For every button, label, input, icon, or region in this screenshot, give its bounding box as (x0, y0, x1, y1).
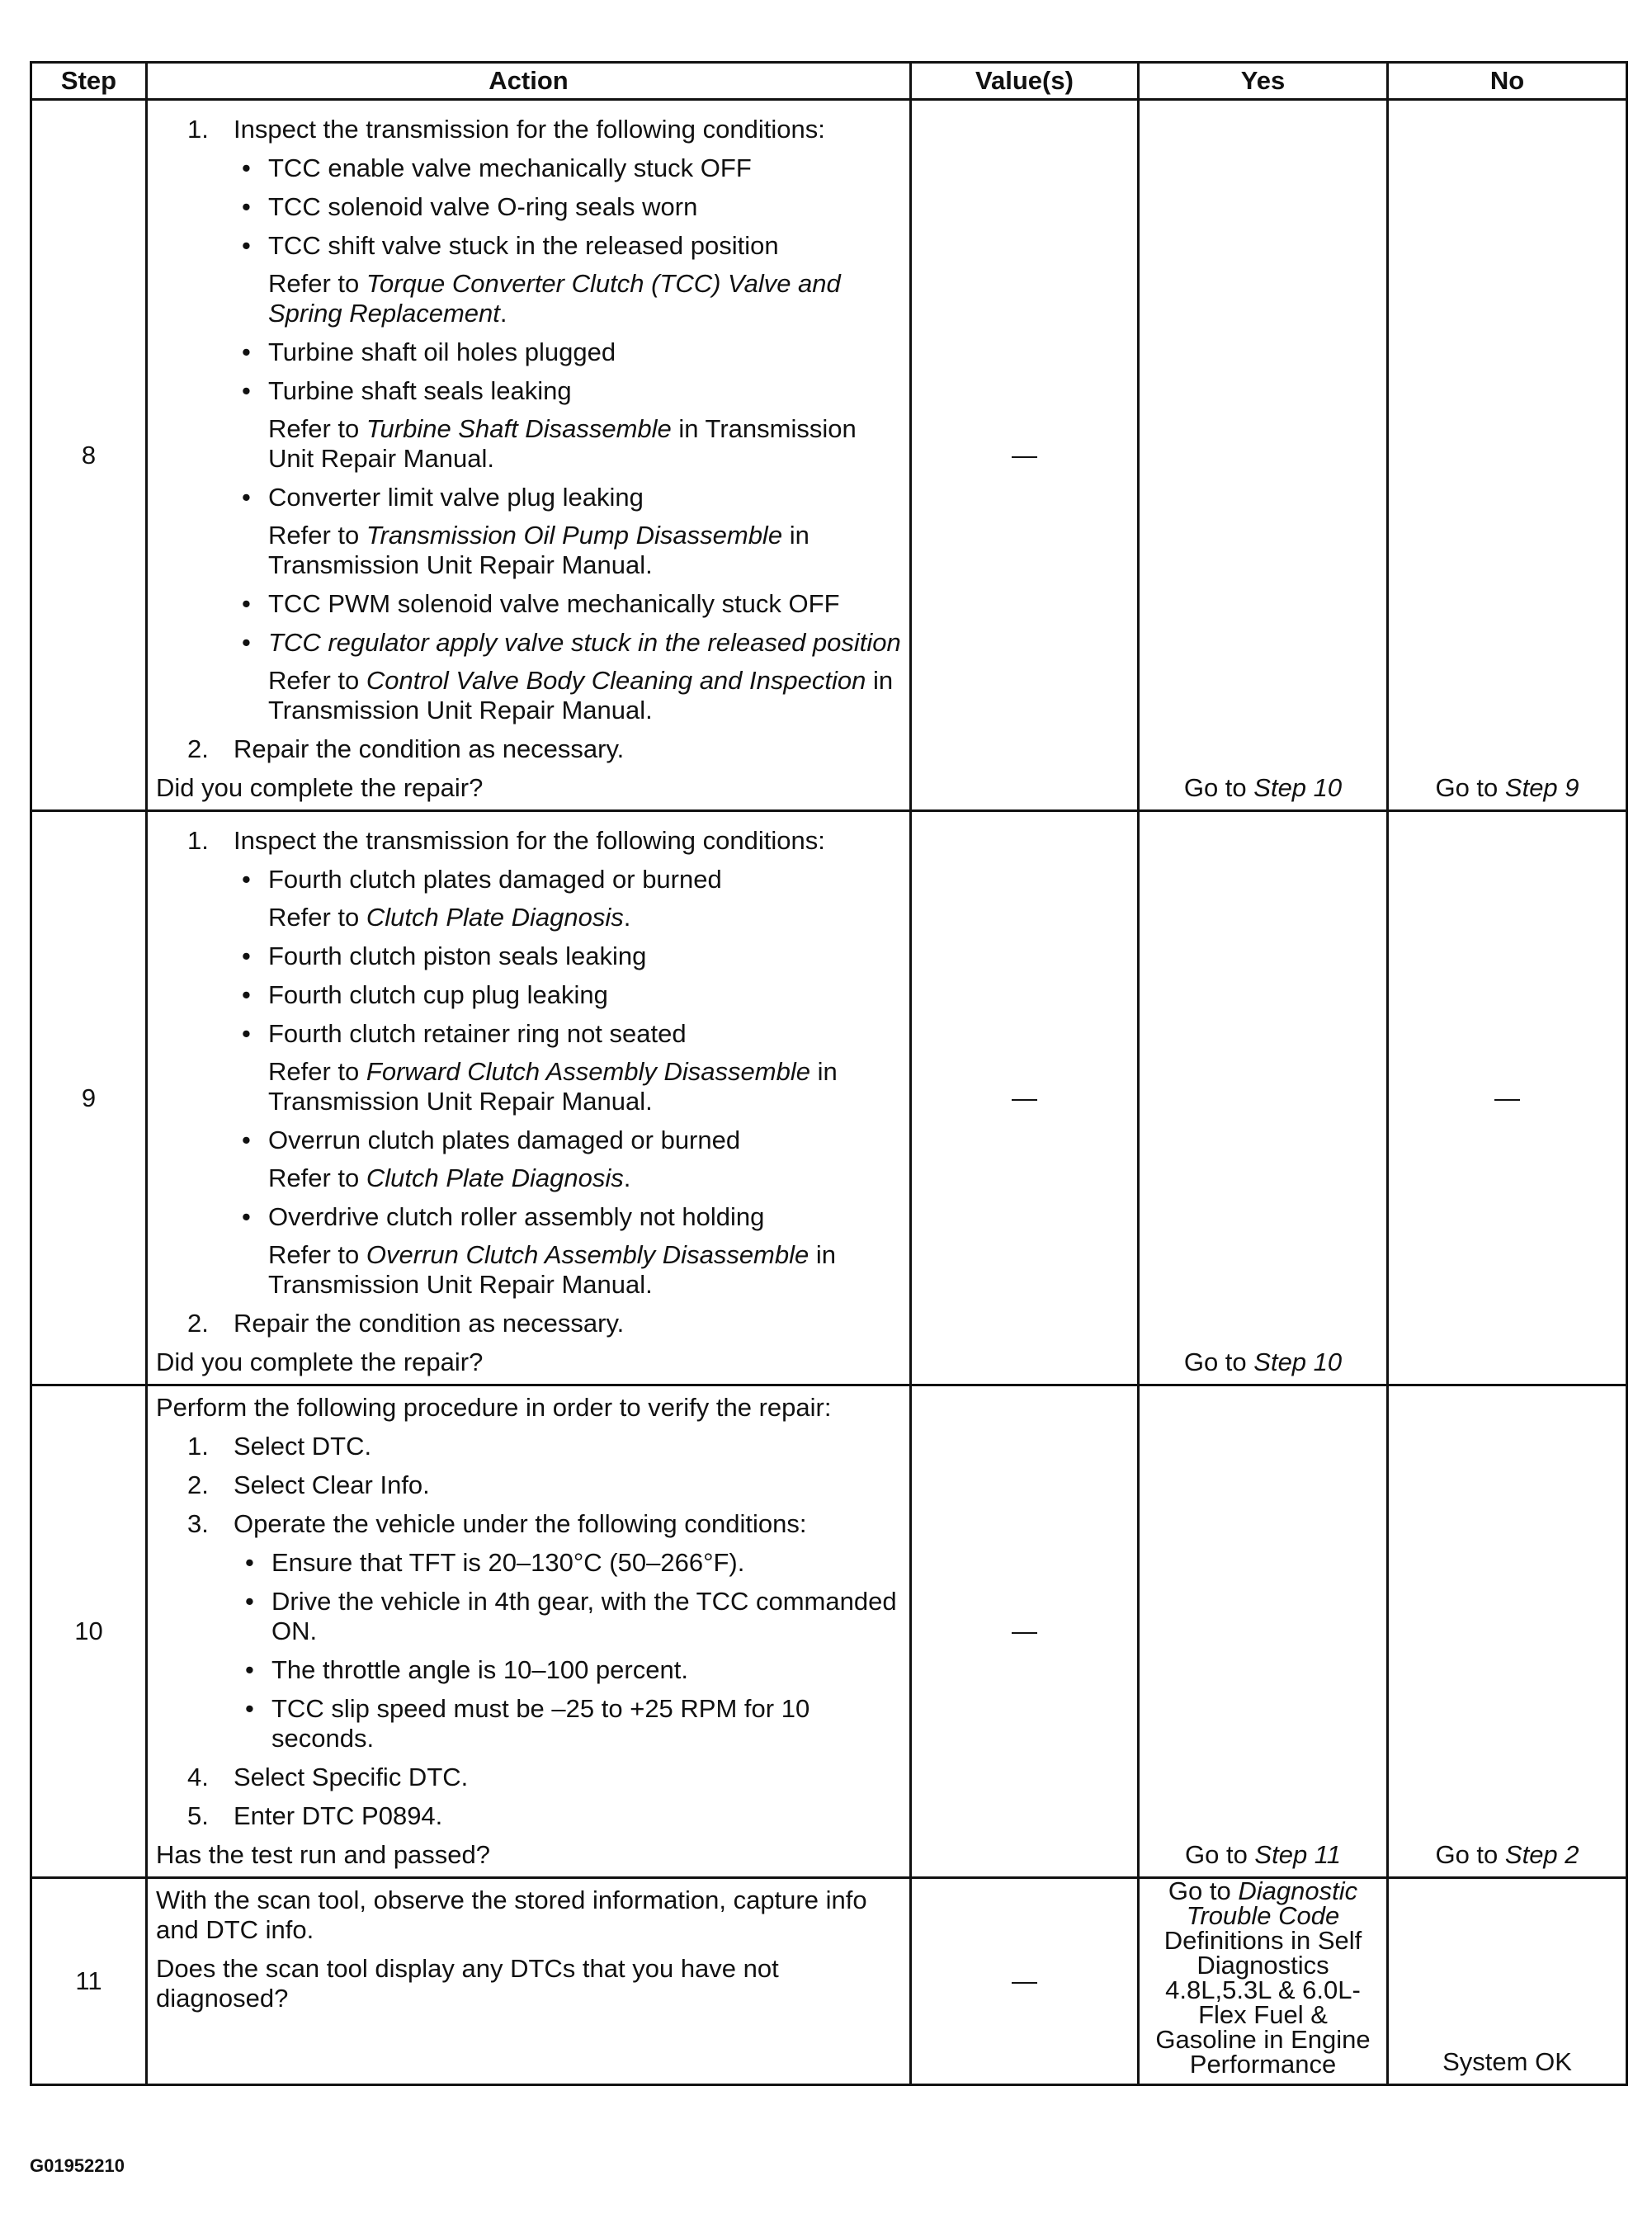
reference-suffix: in Transmission Unit Repair Manual. (268, 521, 809, 579)
value-cell: — (911, 1878, 1139, 2085)
action-cell (147, 811, 911, 1385)
bullet-item (156, 1587, 903, 1646)
yes-cell (1139, 1878, 1388, 2085)
step-number: 1. (187, 826, 209, 855)
bullet-item (156, 865, 903, 894)
no-cell (1388, 100, 1627, 811)
header-yes: Yes (1139, 63, 1388, 100)
step-text: Operate the vehicle under the following conditions: (234, 1509, 807, 1538)
bullet-icon: • (242, 980, 251, 1009)
diagnostic-table-container (30, 61, 1626, 2086)
bullet-icon: • (242, 1202, 251, 1231)
step-number: 3. (187, 1509, 209, 1538)
no-cell: — (1388, 811, 1627, 1385)
bullet-item (156, 980, 903, 1010)
reference-suffix: in Transmission Unit Repair Manual. (268, 1057, 838, 1116)
no-cell (1388, 1385, 1627, 1878)
step-text: Enter DTC P0894. (234, 1801, 443, 1830)
reference-title: Turbine Shaft Disassemble (366, 414, 672, 443)
step-text: Select DTC. (234, 1432, 372, 1461)
bullet-text: Converter limit valve plug leaking (268, 483, 644, 512)
reference-title: Torque Converter Clutch (TCC) Valve and Spring Replacement (268, 269, 841, 328)
step-number: 1. (187, 115, 209, 144)
reference-note (156, 414, 903, 474)
step-number: 2. (187, 734, 209, 763)
yes-prefix: Go to (1183, 773, 1254, 802)
bullet-item (156, 628, 903, 658)
header-values: Value(s) (911, 63, 1139, 100)
reference-title: Control Valve Body Cleaning and Inspection (366, 666, 866, 695)
bullet-icon: • (245, 1655, 254, 1684)
table-row (31, 1385, 1627, 1878)
action-intro: Perform the following procedure in order to verify the repair: (156, 1393, 832, 1422)
bullet-text: TCC regulator apply valve stuck in the released position (268, 628, 901, 657)
table-row (31, 811, 1627, 1385)
reference-prefix: Refer to (268, 414, 366, 443)
bullet-icon: • (245, 1694, 254, 1723)
numbered-step (156, 734, 903, 764)
numbered-step (156, 1309, 903, 1338)
step-cell: 11 (31, 1878, 147, 2085)
value-cell: — (911, 811, 1139, 1385)
bullet-item (156, 1202, 903, 1232)
reference-title: Clutch Plate Diagnosis (366, 903, 624, 932)
no-target: Step 2 (1504, 1840, 1579, 1869)
value-cell: — (911, 1385, 1139, 1878)
bullet-item (156, 942, 903, 971)
step-text: Inspect the transmission for the following conditions: (234, 115, 825, 144)
no-prefix: Go to (1435, 773, 1505, 802)
bullet-icon: • (242, 153, 251, 182)
step-text: Select Clear Info. (234, 1470, 430, 1499)
bullet-icon: • (242, 231, 251, 260)
reference-suffix: . (499, 299, 507, 328)
reference-note (156, 1163, 903, 1193)
table-row (31, 1878, 1627, 2085)
numbered-step (156, 1432, 903, 1461)
step-text: Repair the condition as necessary. (234, 1309, 625, 1338)
step-cell: 10 (31, 1385, 147, 1878)
reference-suffix: . (623, 1163, 631, 1192)
header-action: Action (147, 63, 911, 100)
reference-prefix: Refer to (268, 903, 366, 932)
numbered-step (156, 1763, 903, 1792)
value-cell: — (911, 100, 1139, 811)
bullet-icon: • (245, 1587, 254, 1616)
step-text: Inspect the transmission for the following conditions: (234, 826, 825, 855)
yes-prefix: Go to (1168, 1876, 1239, 1905)
action-cell (147, 1878, 911, 2085)
reference-note (156, 521, 903, 580)
reference-title: Transmission Oil Pump Disassemble (366, 521, 783, 550)
bullet-item (156, 1655, 903, 1685)
numbered-step (156, 1509, 903, 1539)
action-question: Did you complete the repair? (156, 1347, 484, 1376)
bullet-text: Fourth clutch plates damaged or burned (268, 865, 722, 894)
yes-cell (1139, 811, 1388, 1385)
reference-title: Forward Clutch Assembly Disassemble (366, 1057, 810, 1086)
bullet-text: TCC enable valve mechanically stuck OFF (268, 153, 752, 182)
no-target: Step 9 (1504, 773, 1579, 802)
numbered-step (156, 115, 903, 144)
reference-prefix: Refer to (268, 666, 366, 695)
step-number: 4. (187, 1763, 209, 1791)
step-cell: 8 (31, 100, 147, 811)
reference-suffix: in Transmission Unit Repair Manual. (268, 414, 857, 473)
yes-target: Diagnostic Trouble Code (1186, 1876, 1358, 1930)
no-cell: System OK (1388, 1878, 1627, 2085)
bullet-text: Turbine shaft oil holes plugged (268, 337, 616, 366)
diagnostic-table (30, 61, 1628, 2086)
reference-prefix: Refer to (268, 1057, 366, 1086)
bullet-item (156, 589, 903, 619)
bullet-icon: • (242, 942, 251, 970)
reference-prefix: Refer to (268, 521, 366, 550)
reference-note (156, 666, 903, 725)
bullet-text: Drive the vehicle in 4th gear, with the TCC commanded ON. (271, 1587, 897, 1645)
bullet-icon: • (242, 865, 251, 894)
bullet-icon: • (242, 628, 251, 657)
reference-title: Overrun Clutch Assembly Disassemble (366, 1240, 809, 1269)
header-row (31, 63, 1627, 100)
yes-prefix: Go to (1183, 1347, 1254, 1376)
bullet-text: TCC solenoid valve O-ring seals worn (268, 192, 698, 221)
numbered-step (156, 1801, 903, 1831)
table-body (31, 100, 1627, 2085)
bullet-text: Fourth clutch cup plug leaking (268, 980, 608, 1009)
bullet-icon: • (242, 589, 251, 618)
bullet-item (156, 483, 903, 512)
table-row (31, 100, 1627, 811)
bullet-icon: • (242, 1126, 251, 1154)
bullet-icon: • (242, 192, 251, 221)
yes-target: Step 10 (1253, 773, 1343, 802)
reference-note (156, 903, 903, 932)
bullet-item (156, 337, 903, 367)
figure-id: G01952210 (30, 2155, 125, 2176)
step-cell: 9 (31, 811, 147, 1385)
bullet-text: TCC slip speed must be –25 to +25 RPM for 10 seconds. (271, 1694, 810, 1753)
no-prefix: Go to (1435, 1840, 1505, 1869)
yes-target: Step 10 (1253, 1347, 1343, 1376)
reference-note (156, 269, 903, 328)
reference-note (156, 1240, 903, 1300)
bullet-item (156, 1126, 903, 1155)
yes-cell (1139, 1385, 1388, 1878)
reference-prefix: Refer to (268, 269, 366, 298)
action-cell (147, 100, 911, 811)
bullet-icon: • (242, 1019, 251, 1048)
reference-title: Clutch Plate Diagnosis (366, 1163, 624, 1192)
bullet-item (156, 1548, 903, 1578)
yes-suffix: Definitions in Self Diagnostics 4.8L,5.3L & 6.0L-Flex Fuel & Gasoline in Engine Performance (1155, 1926, 1371, 2079)
reference-prefix: Refer to (268, 1163, 366, 1192)
bullet-text: Ensure that TFT is 20–130°C (50–266°F). (271, 1548, 745, 1577)
bullet-item (156, 1019, 903, 1049)
yes-prefix: Go to (1184, 1840, 1255, 1869)
numbered-step (156, 826, 903, 856)
action-cell (147, 1385, 911, 1878)
step-text: Repair the condition as necessary. (234, 734, 625, 763)
step-number: 1. (187, 1432, 209, 1461)
reference-suffix: in Transmission Unit Repair Manual. (268, 1240, 836, 1299)
bullet-text: TCC shift valve stuck in the released position (268, 231, 779, 260)
bullet-item (156, 192, 903, 222)
bullet-item (156, 153, 903, 183)
step-number: 2. (187, 1470, 209, 1499)
bullet-text: Overdrive clutch roller assembly not holding (268, 1202, 765, 1231)
step-number: 5. (187, 1801, 209, 1830)
bullet-text: Fourth clutch retainer ring not seated (268, 1019, 687, 1048)
action-intro: With the scan tool, observe the stored information, capture info and DTC info. (156, 1886, 867, 1944)
bullet-item (156, 376, 903, 406)
numbered-step (156, 1470, 903, 1500)
bullet-icon: • (242, 376, 251, 405)
bullet-icon: • (242, 483, 251, 512)
reference-prefix: Refer to (268, 1240, 366, 1269)
header-step: Step (31, 63, 147, 100)
bullet-item (156, 1694, 903, 1753)
bullet-text: TCC PWM solenoid valve mechanically stuck OFF (268, 589, 840, 618)
action-question: Did you complete the repair? (156, 773, 484, 802)
action-question: Does the scan tool display any DTCs that you have not diagnosed? (156, 1954, 779, 2013)
bullet-text: Overrun clutch plates damaged or burned (268, 1126, 741, 1154)
yes-cell (1139, 100, 1388, 811)
reference-suffix: . (623, 903, 631, 932)
bullet-text: Fourth clutch piston seals leaking (268, 942, 647, 970)
step-text: Select Specific DTC. (234, 1763, 469, 1791)
step-number: 2. (187, 1309, 209, 1338)
bullet-text: The throttle angle is 10–100 percent. (271, 1655, 688, 1684)
bullet-icon: • (245, 1548, 254, 1577)
bullet-item (156, 231, 903, 261)
action-question: Has the test run and passed? (156, 1840, 490, 1869)
reference-note (156, 1057, 903, 1116)
bullet-text: Turbine shaft seals leaking (268, 376, 572, 405)
reference-suffix: in Transmission Unit Repair Manual. (268, 666, 894, 724)
bullet-icon: • (242, 337, 251, 366)
yes-target: Step 11 (1254, 1840, 1341, 1869)
header-no: No (1388, 63, 1627, 100)
